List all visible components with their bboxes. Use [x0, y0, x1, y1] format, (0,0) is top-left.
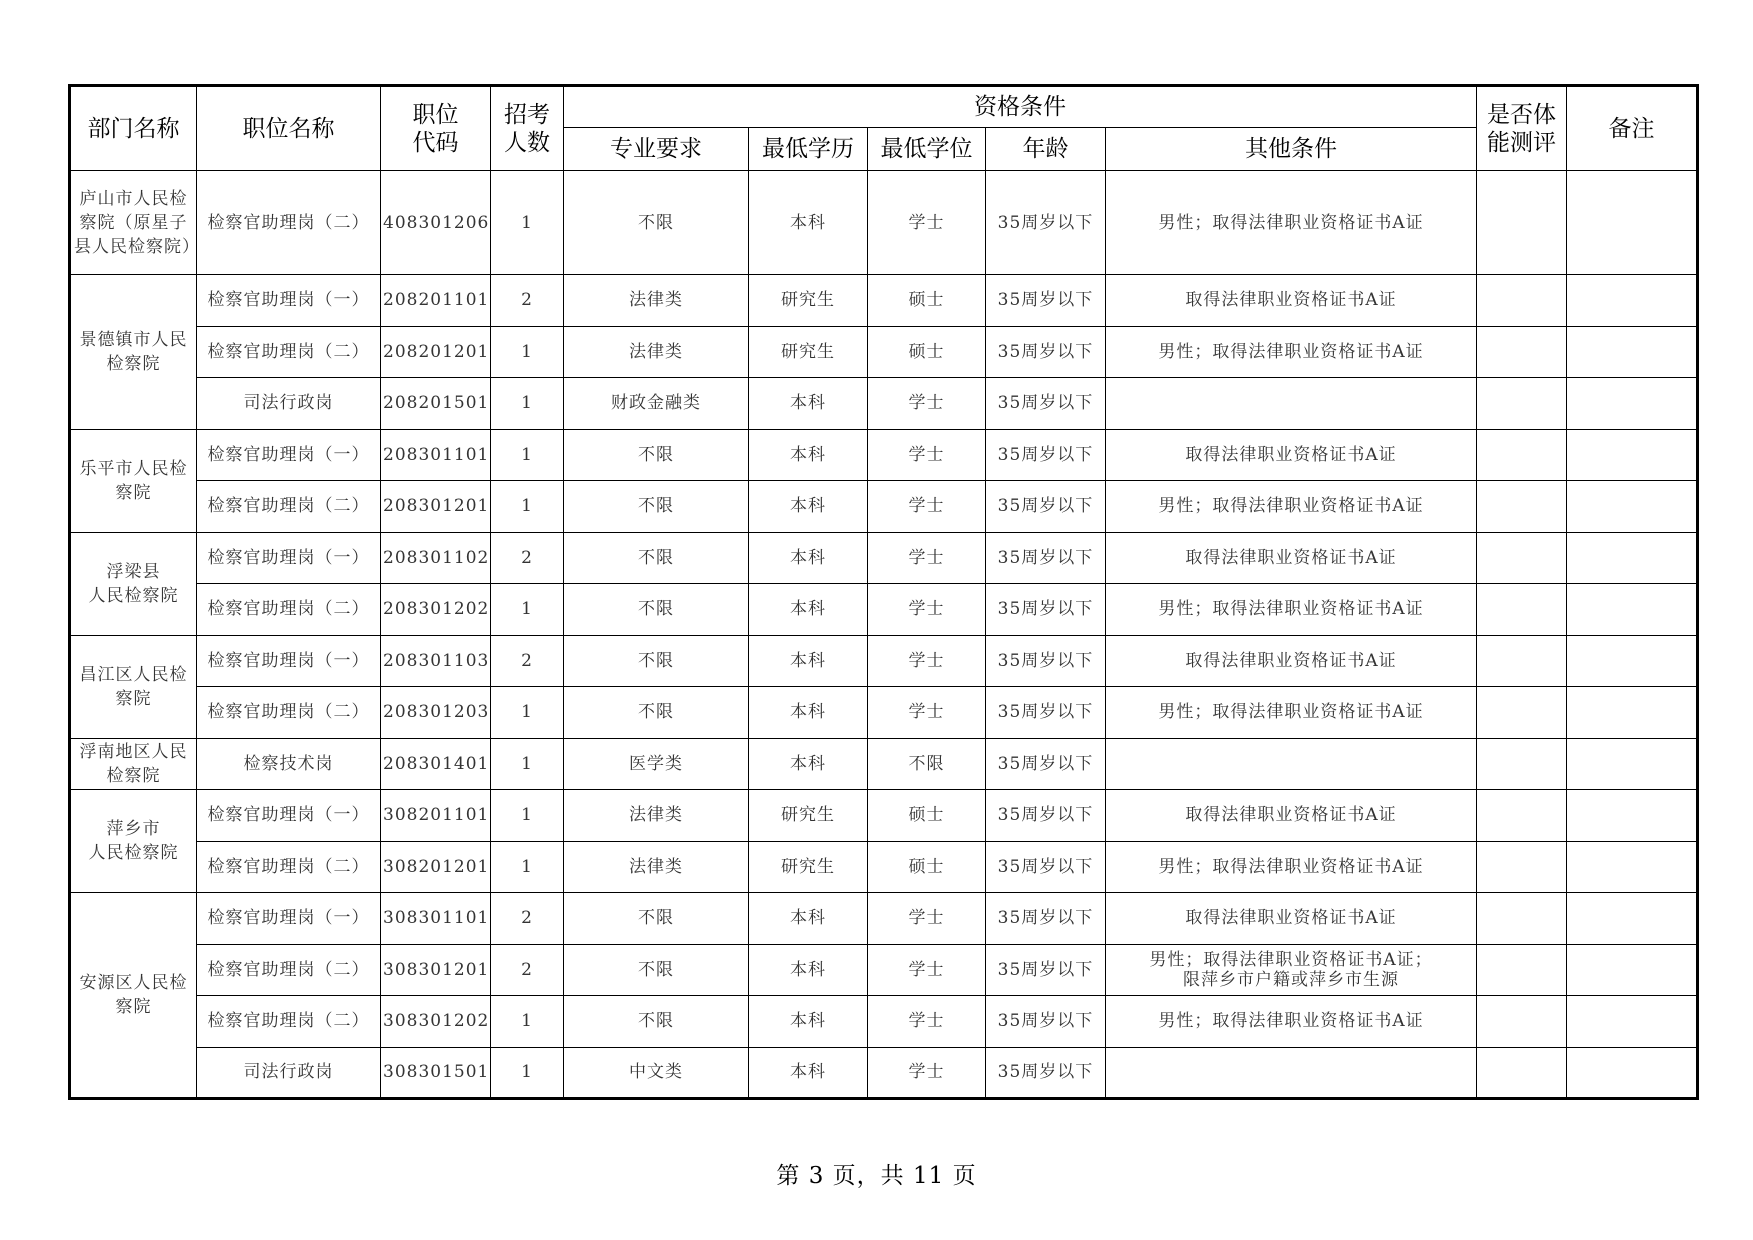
- count-cell: 1: [491, 790, 564, 842]
- fitness-cell: [1477, 687, 1567, 739]
- degree-cell: 学士: [868, 584, 986, 636]
- position-cell: 检察官助理岗（一）: [197, 893, 381, 945]
- dept-cell: 昌江区人民检察院: [70, 635, 197, 738]
- position-cell: 检察官助理岗（二）: [197, 584, 381, 636]
- page-number: 第 3 页，共 11 页: [776, 1163, 977, 1189]
- count-cell: 1: [491, 1047, 564, 1099]
- remark-cell: [1567, 790, 1698, 842]
- remark-cell: [1567, 275, 1698, 327]
- position-cell: 检察官助理岗（二）: [197, 481, 381, 533]
- other-cell: 男性；取得法律职业资格证书A证: [1106, 996, 1477, 1048]
- code-cell: 308301501: [381, 1047, 491, 1099]
- fitness-cell: [1477, 996, 1567, 1048]
- count-cell: 1: [491, 481, 564, 533]
- table-row: [70, 326, 1698, 378]
- other-cell: [1106, 1047, 1477, 1099]
- major-cell: 不限: [564, 584, 749, 636]
- other-cell: 男性；取得法律职业资格证书A证: [1106, 687, 1477, 739]
- major-cell: 法律类: [564, 326, 749, 378]
- code-cell: 208301101: [381, 429, 491, 481]
- count-cell: 1: [491, 738, 564, 790]
- count-cell: 2: [491, 532, 564, 584]
- major-cell: 不限: [564, 171, 749, 275]
- other-cell: 取得法律职业资格证书A证: [1106, 635, 1477, 687]
- edu-cell: 本科: [749, 687, 868, 739]
- dept-cell: 庐山市人民检察院（原星子县人民检察院）: [70, 171, 197, 275]
- code-cell: 208201501: [381, 378, 491, 430]
- code-cell: 308301101: [381, 893, 491, 945]
- degree-cell: 学士: [868, 378, 986, 430]
- major-cell: 不限: [564, 893, 749, 945]
- edu-cell: 本科: [749, 635, 868, 687]
- table-row: [70, 1047, 1698, 1099]
- fitness-cell: [1477, 893, 1567, 945]
- table-row: [70, 275, 1698, 327]
- count-cell: 1: [491, 429, 564, 481]
- code-cell: 208301201: [381, 481, 491, 533]
- header-dept: 部门名称: [70, 86, 197, 171]
- degree-cell: 学士: [868, 996, 986, 1048]
- degree-cell: 学士: [868, 532, 986, 584]
- fitness-cell: [1477, 378, 1567, 430]
- header-major: 专业要求: [564, 128, 749, 171]
- count-cell: 1: [491, 171, 564, 275]
- degree-cell: 学士: [868, 481, 986, 533]
- table-body: [70, 171, 1698, 1099]
- table-row: [70, 944, 1698, 996]
- position-cell: 检察官助理岗（二）: [197, 171, 381, 275]
- table-row: [70, 532, 1698, 584]
- major-cell: 不限: [564, 481, 749, 533]
- remark-cell: [1567, 841, 1698, 893]
- edu-cell: 本科: [749, 429, 868, 481]
- remark-cell: [1567, 635, 1698, 687]
- count-cell: 1: [491, 326, 564, 378]
- edu-cell: 本科: [749, 481, 868, 533]
- count-cell: 1: [491, 687, 564, 739]
- edu-cell: 本科: [749, 171, 868, 275]
- header-count: 招考 人数: [491, 86, 564, 171]
- table-row: [70, 584, 1698, 636]
- age-cell: 35周岁以下: [986, 790, 1106, 842]
- other-cell: 男性；取得法律职业资格证书A证: [1106, 584, 1477, 636]
- header-remark: 备注: [1567, 86, 1698, 171]
- table-row: [70, 429, 1698, 481]
- count-cell: 1: [491, 841, 564, 893]
- header-qualifications: 资格条件: [564, 86, 1477, 128]
- remark-cell: [1567, 687, 1698, 739]
- edu-cell: 本科: [749, 944, 868, 996]
- count-cell: 1: [491, 584, 564, 636]
- position-cell: 司法行政岗: [197, 1047, 381, 1099]
- code-cell: 208301103: [381, 635, 491, 687]
- major-cell: 不限: [564, 429, 749, 481]
- major-cell: 不限: [564, 532, 749, 584]
- other-cell: [1106, 738, 1477, 790]
- table-row: [70, 687, 1698, 739]
- major-cell: 法律类: [564, 275, 749, 327]
- table-row: [70, 171, 1698, 275]
- header-other: 其他条件: [1106, 128, 1477, 171]
- position-cell: 检察官助理岗（一）: [197, 790, 381, 842]
- table-row: [70, 481, 1698, 533]
- fitness-cell: [1477, 1047, 1567, 1099]
- fitness-cell: [1477, 326, 1567, 378]
- code-cell: 408301206: [381, 171, 491, 275]
- remark-cell: [1567, 996, 1698, 1048]
- dept-cell: 浮南地区人民检察院: [70, 738, 197, 790]
- other-cell: 男性；取得法律职业资格证书A证: [1106, 171, 1477, 275]
- other-cell: 男性；取得法律职业资格证书A证: [1106, 841, 1477, 893]
- other-cell: 取得法律职业资格证书A证: [1106, 893, 1477, 945]
- other-cell: [1106, 378, 1477, 430]
- table-row: [70, 790, 1698, 842]
- remark-cell: [1567, 429, 1698, 481]
- edu-cell: 本科: [749, 893, 868, 945]
- count-cell: 2: [491, 635, 564, 687]
- edu-cell: 本科: [749, 738, 868, 790]
- position-cell: 检察官助理岗（二）: [197, 326, 381, 378]
- remark-cell: [1567, 532, 1698, 584]
- other-cell: 男性；取得法律职业资格证书A证: [1106, 481, 1477, 533]
- major-cell: 不限: [564, 944, 749, 996]
- fitness-cell: [1477, 635, 1567, 687]
- major-cell: 财政金融类: [564, 378, 749, 430]
- position-cell: 检察官助理岗（一）: [197, 635, 381, 687]
- table-row: [70, 841, 1698, 893]
- code-cell: 208201101: [381, 275, 491, 327]
- edu-cell: 本科: [749, 532, 868, 584]
- age-cell: 35周岁以下: [986, 378, 1106, 430]
- remark-cell: [1567, 893, 1698, 945]
- position-cell: 检察官助理岗（一）: [197, 275, 381, 327]
- degree-cell: 学士: [868, 429, 986, 481]
- age-cell: 35周岁以下: [986, 841, 1106, 893]
- degree-cell: 学士: [868, 893, 986, 945]
- count-cell: 2: [491, 944, 564, 996]
- age-cell: 35周岁以下: [986, 1047, 1106, 1099]
- remark-cell: [1567, 378, 1698, 430]
- degree-cell: 学士: [868, 687, 986, 739]
- position-cell: 检察官助理岗（二）: [197, 841, 381, 893]
- degree-cell: 学士: [868, 171, 986, 275]
- major-cell: 不限: [564, 687, 749, 739]
- position-cell: 检察官助理岗（一）: [197, 429, 381, 481]
- age-cell: 35周岁以下: [986, 275, 1106, 327]
- table-row: [70, 738, 1698, 790]
- other-cell: 取得法律职业资格证书A证: [1106, 429, 1477, 481]
- code-cell: 308301202: [381, 996, 491, 1048]
- age-cell: 35周岁以下: [986, 893, 1106, 945]
- remark-cell: [1567, 481, 1698, 533]
- age-cell: 35周岁以下: [986, 738, 1106, 790]
- degree-cell: 硕士: [868, 326, 986, 378]
- remark-cell: [1567, 326, 1698, 378]
- header-degree: 最低学位: [868, 128, 986, 171]
- fitness-cell: [1477, 171, 1567, 275]
- fitness-cell: [1477, 532, 1567, 584]
- dept-cell: 乐平市人民检察院: [70, 429, 197, 532]
- code-cell: 208201201: [381, 326, 491, 378]
- degree-cell: 硕士: [868, 275, 986, 327]
- edu-cell: 研究生: [749, 275, 868, 327]
- fitness-cell: [1477, 841, 1567, 893]
- table-row: [70, 893, 1698, 945]
- dept-cell: 安源区人民检察院: [70, 893, 197, 1099]
- position-cell: 检察官助理岗（二）: [197, 944, 381, 996]
- header-fitness: 是否体 能测评: [1477, 86, 1567, 171]
- edu-cell: 本科: [749, 996, 868, 1048]
- table-row: [70, 996, 1698, 1048]
- code-cell: 308201201: [381, 841, 491, 893]
- age-cell: 35周岁以下: [986, 687, 1106, 739]
- age-cell: 35周岁以下: [986, 481, 1106, 533]
- degree-cell: 学士: [868, 1047, 986, 1099]
- table-row: [70, 378, 1698, 430]
- position-cell: 检察官助理岗（二）: [197, 996, 381, 1048]
- count-cell: 2: [491, 893, 564, 945]
- page-footer: [0, 1157, 1753, 1190]
- header-position: 职位名称: [197, 86, 381, 171]
- header-edu: 最低学历: [749, 128, 868, 171]
- position-cell: 检察官助理岗（二）: [197, 687, 381, 739]
- degree-cell: 不限: [868, 738, 986, 790]
- age-cell: 35周岁以下: [986, 635, 1106, 687]
- major-cell: 不限: [564, 996, 749, 1048]
- header-age: 年龄: [986, 128, 1106, 171]
- edu-cell: 研究生: [749, 841, 868, 893]
- edu-cell: 研究生: [749, 790, 868, 842]
- age-cell: 35周岁以下: [986, 944, 1106, 996]
- remark-cell: [1567, 738, 1698, 790]
- fitness-cell: [1477, 481, 1567, 533]
- other-cell: 取得法律职业资格证书A证: [1106, 275, 1477, 327]
- other-cell: 男性；取得法律职业资格证书A证； 限萍乡市户籍或萍乡市生源: [1106, 944, 1477, 996]
- degree-cell: 学士: [868, 944, 986, 996]
- code-cell: 308201101: [381, 790, 491, 842]
- fitness-cell: [1477, 790, 1567, 842]
- position-cell: 检察官助理岗（一）: [197, 532, 381, 584]
- major-cell: 医学类: [564, 738, 749, 790]
- age-cell: 35周岁以下: [986, 584, 1106, 636]
- remark-cell: [1567, 584, 1698, 636]
- degree-cell: 硕士: [868, 790, 986, 842]
- major-cell: 法律类: [564, 790, 749, 842]
- age-cell: 35周岁以下: [986, 326, 1106, 378]
- age-cell: 35周岁以下: [986, 996, 1106, 1048]
- code-cell: 308301201: [381, 944, 491, 996]
- edu-cell: 本科: [749, 584, 868, 636]
- other-cell: 男性；取得法律职业资格证书A证: [1106, 326, 1477, 378]
- other-cell: 取得法律职业资格证书A证: [1106, 790, 1477, 842]
- major-cell: 法律类: [564, 841, 749, 893]
- count-cell: 1: [491, 378, 564, 430]
- position-cell: 司法行政岗: [197, 378, 381, 430]
- fitness-cell: [1477, 584, 1567, 636]
- other-cell: 取得法律职业资格证书A证: [1106, 532, 1477, 584]
- dept-cell: 萍乡市 人民检察院: [70, 790, 197, 893]
- count-cell: 1: [491, 996, 564, 1048]
- code-cell: 208301203: [381, 687, 491, 739]
- age-cell: 35周岁以下: [986, 429, 1106, 481]
- header-code: 职位 代码: [381, 86, 491, 171]
- table-header: [70, 86, 1698, 171]
- remark-cell: [1567, 944, 1698, 996]
- fitness-cell: [1477, 944, 1567, 996]
- remark-cell: [1567, 171, 1698, 275]
- job-listing-table: [68, 84, 1699, 1100]
- count-cell: 2: [491, 275, 564, 327]
- dept-cell: 景德镇市人民检察院: [70, 275, 197, 430]
- dept-cell: 浮梁县 人民检察院: [70, 532, 197, 635]
- code-cell: 208301401: [381, 738, 491, 790]
- edu-cell: 本科: [749, 1047, 868, 1099]
- code-cell: 208301102: [381, 532, 491, 584]
- age-cell: 35周岁以下: [986, 532, 1106, 584]
- major-cell: 不限: [564, 635, 749, 687]
- edu-cell: 研究生: [749, 326, 868, 378]
- table-row: [70, 635, 1698, 687]
- age-cell: 35周岁以下: [986, 171, 1106, 275]
- degree-cell: 硕士: [868, 841, 986, 893]
- remark-cell: [1567, 1047, 1698, 1099]
- fitness-cell: [1477, 429, 1567, 481]
- degree-cell: 学士: [868, 635, 986, 687]
- fitness-cell: [1477, 275, 1567, 327]
- edu-cell: 本科: [749, 378, 868, 430]
- position-cell: 检察技术岗: [197, 738, 381, 790]
- code-cell: 208301202: [381, 584, 491, 636]
- fitness-cell: [1477, 738, 1567, 790]
- major-cell: 中文类: [564, 1047, 749, 1099]
